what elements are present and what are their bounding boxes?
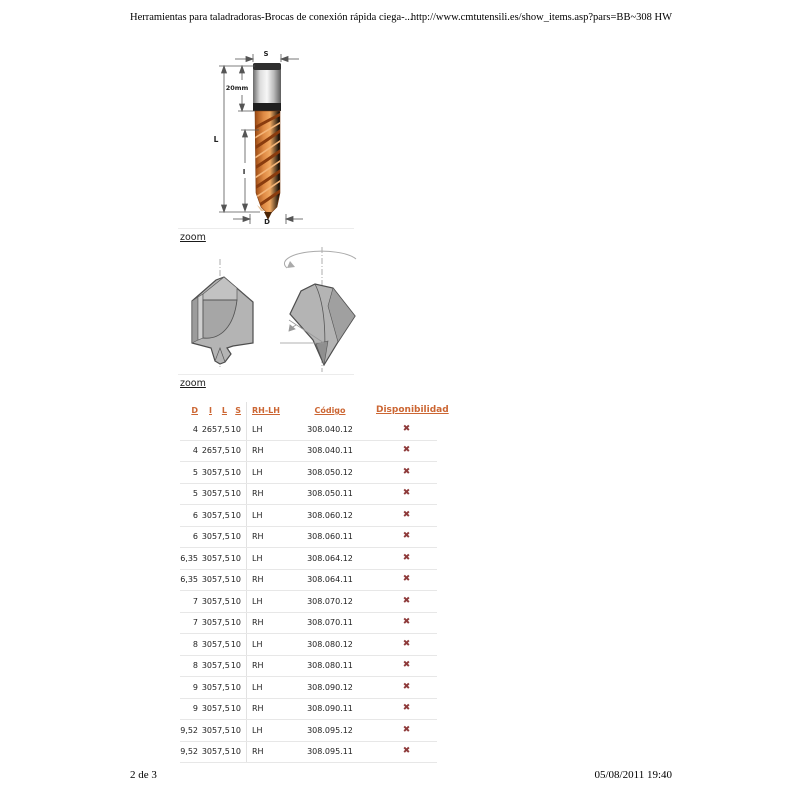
cell-d: 8	[192, 661, 198, 671]
unavailable-x-icon: ✖	[402, 746, 411, 757]
unavailable-x-icon: ✖	[402, 552, 411, 563]
cell-d: 6,35	[180, 575, 198, 585]
cell-s: 10	[230, 553, 241, 563]
cell-s: 10	[230, 575, 241, 585]
cell-i: 26	[201, 446, 212, 456]
cell-rh-lh: LH	[246, 462, 284, 483]
column-header-l[interactable]: L	[221, 406, 227, 415]
cell-s: 10	[230, 489, 241, 499]
cell-s: 10	[230, 532, 241, 542]
image-divider	[178, 228, 354, 229]
cell-rh-lh: RH	[246, 699, 284, 720]
cell-rh-lh: LH	[246, 634, 284, 655]
label-i: I	[242, 168, 246, 176]
cell-rh-lh: RH	[246, 527, 284, 548]
cell-rh-lh: LH	[246, 505, 284, 526]
cell-d: 4	[192, 424, 198, 434]
rotation-arrow	[284, 251, 356, 268]
cell-codigo: 308.080.12	[307, 639, 353, 649]
table-row	[180, 591, 437, 613]
cell-d: 6	[192, 532, 198, 542]
cell-codigo: 308.070.11	[307, 618, 353, 628]
table-row	[180, 505, 437, 527]
cell-i: 30	[201, 510, 212, 520]
table-row	[180, 441, 437, 463]
column-header-codigo[interactable]: Código	[314, 406, 346, 415]
drill-shank	[253, 63, 281, 111]
cell-l: 57,5	[212, 682, 230, 692]
cell-d: 6,35	[180, 553, 198, 563]
unavailable-x-icon: ✖	[402, 488, 411, 499]
cell-codigo: 308.095.11	[307, 747, 353, 757]
table-row	[180, 742, 437, 764]
cell-rh-lh: LH	[246, 720, 284, 741]
unavailable-x-icon: ✖	[402, 595, 411, 606]
cell-s: 10	[230, 704, 241, 714]
cell-l: 57,5	[212, 553, 230, 563]
cell-d: 7	[192, 618, 198, 628]
cell-codigo: 308.080.11	[307, 661, 353, 671]
column-header-rh-lh[interactable]: RH-LH	[246, 402, 284, 419]
cell-i: 30	[201, 618, 212, 628]
cell-i: 30	[201, 639, 212, 649]
unavailable-x-icon: ✖	[402, 445, 411, 456]
column-header-i[interactable]: I	[209, 406, 212, 415]
cell-i: 30	[201, 553, 212, 563]
zoom-link-head-views[interactable]: zoom	[180, 378, 206, 389]
table-row	[180, 548, 437, 570]
cell-d: 9,52	[180, 747, 198, 757]
cell-d: 9,52	[180, 725, 198, 735]
unavailable-x-icon: ✖	[402, 466, 411, 477]
cell-l: 57,5	[212, 532, 230, 542]
cell-d: 7	[192, 596, 198, 606]
table-row	[180, 634, 437, 656]
table-row	[180, 656, 437, 678]
unavailable-x-icon: ✖	[402, 531, 411, 542]
products-table	[180, 402, 449, 763]
cell-d: 4	[192, 446, 198, 456]
drill-head-rotation-view	[280, 247, 356, 372]
unavailable-x-icon: ✖	[402, 574, 411, 585]
cell-codigo: 308.040.11	[307, 446, 353, 456]
cell-rh-lh: LH	[246, 677, 284, 698]
print-timestamp: 05/08/2011 19:40	[594, 769, 672, 781]
cell-rh-lh: RH	[246, 613, 284, 634]
cell-i: 30	[201, 725, 212, 735]
cell-i: 30	[201, 682, 212, 692]
cell-i: 30	[201, 661, 212, 671]
cell-i: 26	[201, 424, 212, 434]
label-20mm: 20mm	[225, 84, 249, 92]
cell-l: 57,5	[212, 704, 230, 714]
label-d: D	[264, 218, 270, 226]
cell-s: 10	[230, 725, 241, 735]
cell-i: 30	[201, 467, 212, 477]
cell-codigo: 308.050.11	[307, 489, 353, 499]
cell-s: 10	[230, 424, 241, 434]
cell-s: 10	[230, 747, 241, 757]
unavailable-x-icon: ✖	[402, 638, 411, 649]
cell-codigo: 308.064.11	[307, 575, 353, 585]
cell-s: 10	[230, 446, 241, 456]
table-row	[180, 720, 437, 742]
cell-l: 57,5	[212, 467, 230, 477]
drill-flute	[253, 111, 283, 220]
cell-i: 30	[201, 532, 212, 542]
unavailable-x-icon: ✖	[402, 509, 411, 520]
cell-i: 30	[201, 596, 212, 606]
cell-l: 57,5	[212, 510, 230, 520]
cell-rh-lh: RH	[246, 656, 284, 677]
cell-rh-lh: LH	[246, 419, 284, 440]
image-divider	[178, 374, 354, 375]
cell-rh-lh: RH	[246, 742, 284, 763]
cell-l: 57,5	[212, 489, 230, 499]
column-header-disp[interactable]: Disponibilidad	[376, 405, 449, 415]
cell-i: 30	[201, 489, 212, 499]
unavailable-x-icon: ✖	[402, 681, 411, 692]
drill-dimension-diagram	[165, 45, 365, 230]
cell-l: 57,5	[212, 424, 230, 434]
cell-rh-lh: RH	[246, 570, 284, 591]
unavailable-x-icon: ✖	[402, 724, 411, 735]
cell-l: 57,5	[212, 639, 230, 649]
cell-codigo: 308.095.12	[307, 725, 353, 735]
cell-i: 30	[201, 704, 212, 714]
cell-rh-lh: LH	[246, 548, 284, 569]
table-row	[180, 677, 437, 699]
label-l: L	[213, 135, 219, 144]
cell-codigo: 308.040.12	[307, 424, 353, 434]
zoom-link-drill[interactable]: zoom	[180, 232, 206, 243]
cell-l: 57,5	[212, 618, 230, 628]
cell-l: 57,5	[212, 661, 230, 671]
table-row	[180, 419, 437, 441]
cell-codigo: 308.070.12	[307, 596, 353, 606]
cell-l: 57,5	[212, 575, 230, 585]
cell-codigo: 308.060.11	[307, 532, 353, 542]
table-row	[180, 699, 437, 721]
cell-l: 57,5	[212, 596, 230, 606]
table-row	[180, 462, 437, 484]
cell-d: 6	[192, 510, 198, 520]
table-row	[180, 527, 437, 549]
table-row	[180, 570, 437, 592]
cell-codigo: 308.060.12	[307, 510, 353, 520]
cell-s: 10	[230, 467, 241, 477]
table-row	[180, 484, 437, 506]
cell-rh-lh: LH	[246, 591, 284, 612]
cell-d: 9	[192, 704, 198, 714]
table-row	[180, 613, 437, 635]
table-header-row	[180, 402, 449, 419]
page-number: 2 de 3	[130, 769, 157, 781]
label-s: S	[263, 50, 269, 58]
unavailable-x-icon: ✖	[402, 660, 411, 671]
unavailable-x-icon: ✖	[402, 617, 411, 628]
column-header-d[interactable]: D	[191, 406, 198, 415]
cell-s: 10	[230, 639, 241, 649]
cell-d: 5	[192, 489, 198, 499]
cell-l: 57,5	[212, 747, 230, 757]
cell-s: 10	[230, 661, 241, 671]
cell-rh-lh: RH	[246, 484, 284, 505]
cell-s: 10	[230, 682, 241, 692]
cell-l: 57,5	[212, 725, 230, 735]
cell-s: 10	[230, 596, 241, 606]
cell-rh-lh: RH	[246, 441, 284, 462]
unavailable-x-icon: ✖	[402, 703, 411, 714]
cell-s: 10	[230, 618, 241, 628]
cell-codigo: 308.090.11	[307, 704, 353, 714]
unavailable-x-icon: ✖	[402, 423, 411, 434]
page-title: Herramientas para taladradoras-Brocas de conexión rápida ciega-...	[130, 12, 413, 23]
cell-i: 30	[201, 747, 212, 757]
cell-l: 57,5	[212, 446, 230, 456]
cell-d: 5	[192, 467, 198, 477]
cell-codigo: 308.050.12	[307, 467, 353, 477]
drill-head-views	[175, 244, 365, 376]
page-url: http://www.cmtutensili.es/show_items.asp?pars=BB~308 HW	[410, 12, 672, 23]
cell-d: 8	[192, 639, 198, 649]
drill-head-front-view	[192, 259, 253, 369]
column-header-s[interactable]: S	[235, 406, 241, 415]
cell-codigo: 308.064.12	[307, 553, 353, 563]
cell-codigo: 308.090.12	[307, 682, 353, 692]
cell-i: 30	[201, 575, 212, 585]
cell-d: 9	[192, 682, 198, 692]
cell-s: 10	[230, 510, 241, 520]
